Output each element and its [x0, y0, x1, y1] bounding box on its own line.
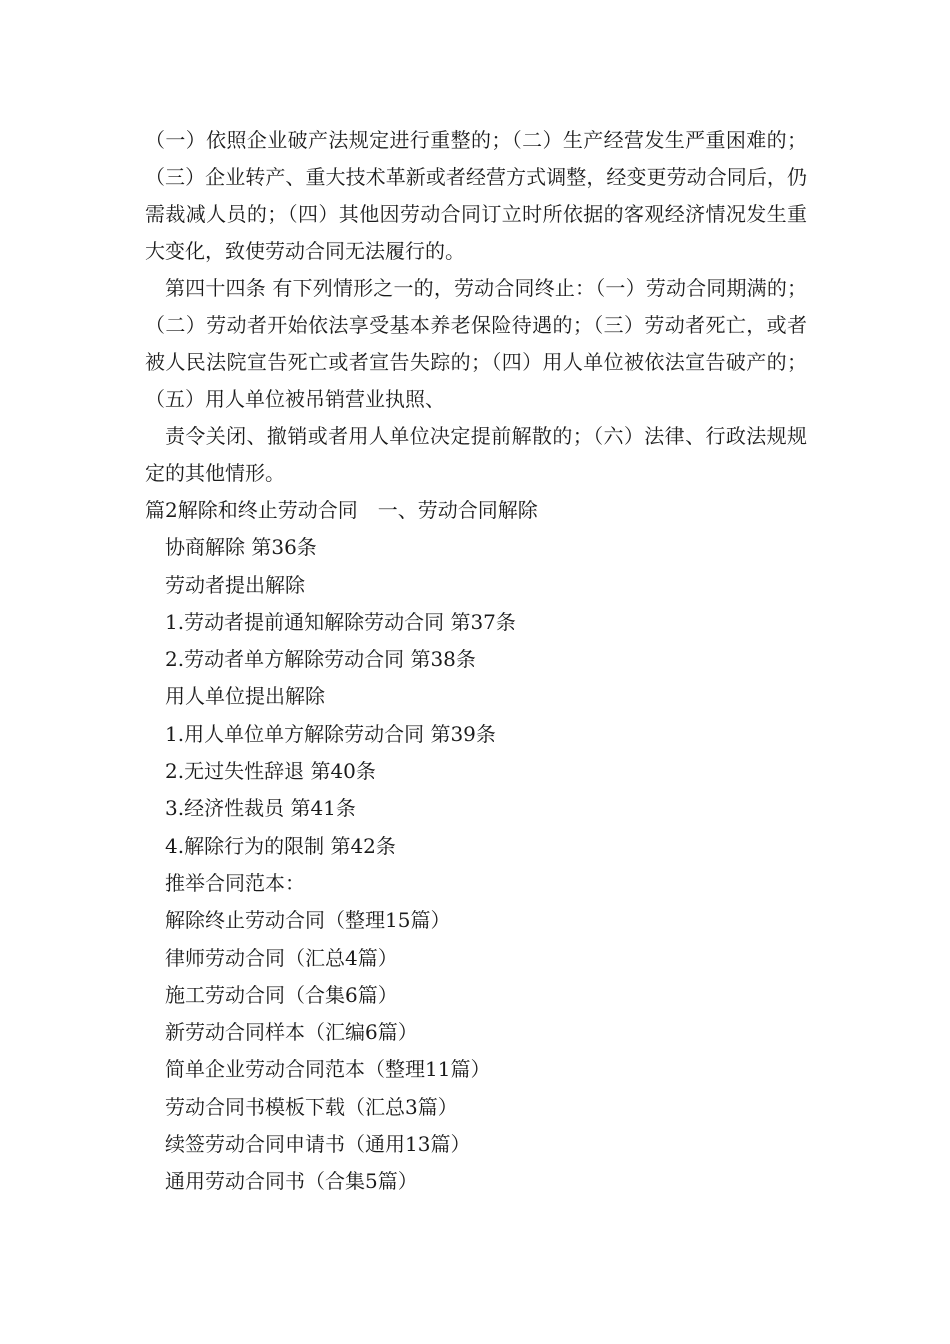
- template-link[interactable]: 简单企业劳动合同范本（整理11篇）: [165, 1057, 491, 1082]
- list-item-article-37: 1.劳动者提前通知解除劳动合同 第37条: [165, 609, 516, 634]
- template-link[interactable]: 通用劳动合同书（合集5篇）: [165, 1169, 418, 1194]
- list-item-article-42: 4.解除行为的限制 第42条: [165, 833, 396, 858]
- paragraph-layoff-conditions: （一）依照企业破产法规定进行重整的；（二）生产经营发生严重困难的；（三）企业转产、重大技术革新或者经营方式调整，经变更劳动合同后，仍需裁减人员的；（四）其他因劳动合同订立时所依据的客观经济情况发生重大变化，致使劳动合同无法履行的。: [145, 128, 807, 263]
- paragraph-article-44-continued: 责令关闭、撤销或者用人单位决定提前解散的；（六）法律、行政法规规定的其他情形。: [145, 424, 807, 485]
- document-body: [145, 122, 807, 1201]
- list-item-employee-termination: 劳动者提出解除: [165, 572, 305, 597]
- list-item-article-38: 2.劳动者单方解除劳动合同 第38条: [165, 647, 476, 672]
- template-link[interactable]: 续签劳动合同申请书（通用13篇）: [165, 1132, 471, 1157]
- list-item-negotiated-termination: 协商解除 第36条: [165, 535, 317, 560]
- list-item-employer-termination: 用人单位提出解除: [165, 684, 325, 709]
- paragraph-article-44: 第四十四条 有下列情形之一的，劳动合同终止：（一）劳动合同期满的；（二）劳动者开始依法享受基本养老保险待遇的；（三）劳动者死亡，或者被人民法院宣告死亡或者宣告失踪的；（四）用人单位被依法宣告破产的；（五）用人单位被吊销营业执照、: [145, 276, 807, 411]
- list-item-article-39: 1.用人单位单方解除劳动合同 第39条: [165, 721, 496, 746]
- template-link[interactable]: 劳动合同书模板下载（汇总3篇）: [165, 1094, 458, 1119]
- template-link[interactable]: 新劳动合同样本（汇编6篇）: [165, 1020, 418, 1045]
- section-heading: 篇2解除和终止劳动合同 一、劳动合同解除: [145, 498, 538, 522]
- template-link[interactable]: 施工劳动合同（合集6篇）: [165, 982, 398, 1007]
- recommended-templates-label: 推举合同范本：: [165, 870, 305, 895]
- template-link[interactable]: 律师劳动合同（汇总4篇）: [165, 945, 398, 970]
- list-item-article-40: 2.无过失性辞退 第40条: [165, 759, 376, 784]
- list-item-article-41: 3.经济性裁员 第41条: [165, 796, 356, 821]
- template-link[interactable]: 解除终止劳动合同（整理15篇）: [165, 908, 451, 933]
